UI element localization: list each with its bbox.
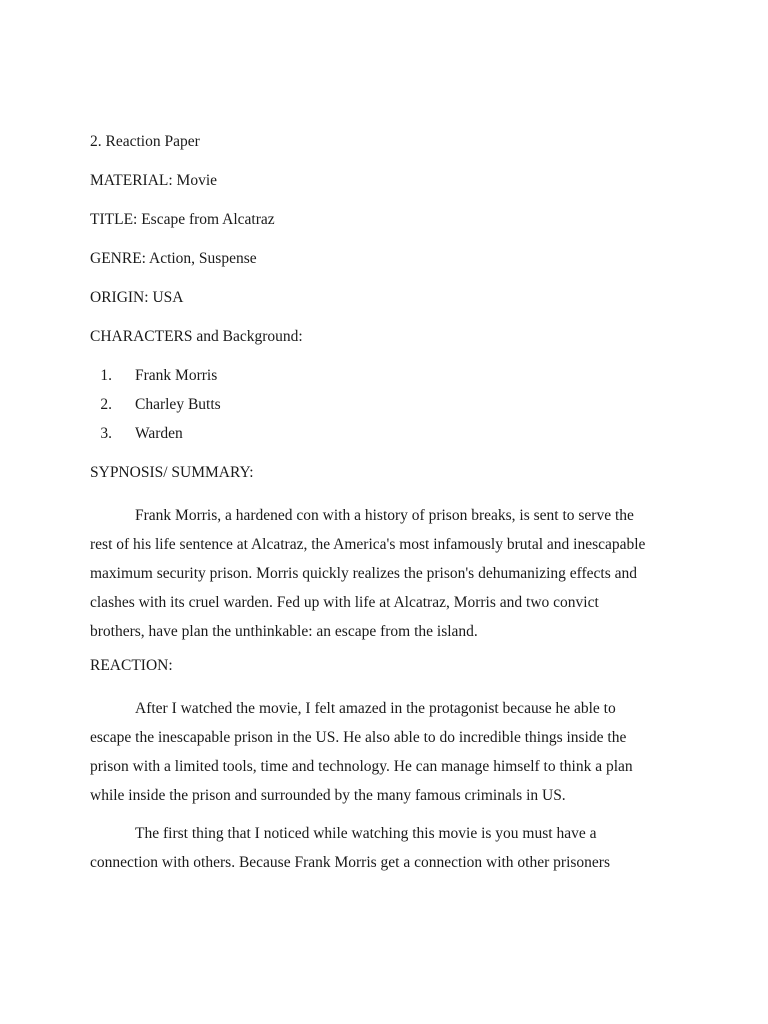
field-label: ORIGIN: [90,289,149,306]
paragraph-line: clashes with its cruel warden. Fed up with life at Alcatraz, Morris and two convict [90,594,599,611]
paragraph-line: connection with others. Because Frank Morris get a connection with other prisoners [90,854,610,871]
field-label: MATERIAL: [90,172,173,189]
paragraph-line: maximum security prison. Morris quickly realizes the prison's dehumanizing effects and [90,565,638,582]
synopsis-paragraph [90,501,690,646]
field-genre [90,248,690,270]
field-label: GENRE: [90,250,146,267]
field-value: Movie [176,172,218,189]
field-label: TITLE: [90,211,138,228]
characters-list [90,365,690,445]
character-name: Charley Butts [135,396,221,413]
list-item [90,365,690,387]
reaction-paragraph-2 [90,819,690,877]
list-number: 2. [100,396,112,413]
character-name: Warden [135,425,183,442]
paragraph-line: Frank Morris, a hardened con with a history of prison breaks, is sent to serve the [135,507,634,524]
field-origin [90,287,690,309]
field-value: USA [152,289,184,306]
field-title [90,209,690,231]
list-item [90,423,690,445]
character-name: Frank Morris [135,367,218,384]
field-value: Action, Suspense [149,250,257,267]
list-number: 3. [100,425,112,442]
reaction-heading: REACTION: [90,657,173,674]
paragraph-line: escape the inescapable prison in the US. He also able to do incredible things inside the [90,729,627,746]
characters-heading: CHARACTERS and Background: [90,328,303,345]
paragraph-line: After I watched the movie, I felt amazed in the protagonist because he able to [135,700,616,717]
reaction-paragraph-1 [90,694,690,810]
list-item [90,394,690,416]
paragraph-line: rest of his life sentence at Alcatraz, the America's most infamously brutal and inescapable [90,536,646,553]
document-page [90,131,690,886]
synopsis-heading: SYPNOSIS/ SUMMARY: [90,464,254,481]
paragraph-line: The first thing that I noticed while watching this movie is you must have a [135,825,597,842]
paragraph-line: prison with a limited tools, time and technology. He can manage himself to think a plan [90,758,633,775]
field-value: Escape from Alcatraz [141,211,275,228]
paragraph-line: while inside the prison and surrounded by the many famous criminals in US. [90,787,566,804]
field-material [90,170,690,192]
list-number: 1. [100,367,112,384]
document-heading: 2. Reaction Paper [90,133,200,150]
paragraph-line: brothers, have plan the unthinkable: an escape from the island. [90,623,478,640]
